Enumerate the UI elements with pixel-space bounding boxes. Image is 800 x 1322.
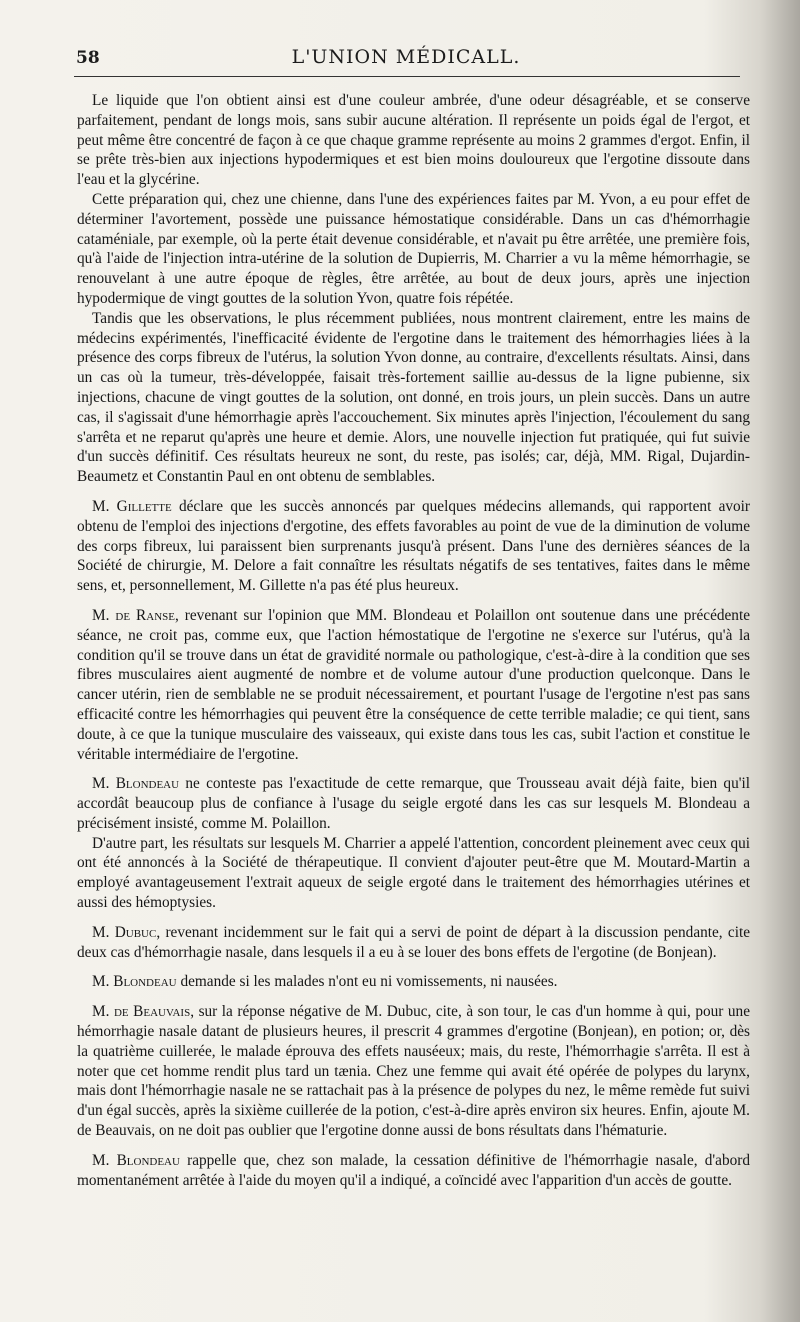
paragraph bbox=[77, 923, 750, 963]
paragraph-text: rappelle que, chez son malade, la cessation définitive de l'hémorrhagie nasale, d'abord momentanément arrêtée à l'aide du moyen qu'il a indiqué, a coïncidé avec l'apparition d'un accès de goutte. bbox=[77, 1151, 750, 1189]
paragraph-text: , revenant sur l'opinion que MM. Blondeau et Polaillon ont soutenue dans une précédente séance, ne croit pas, comme eux, que l'action hémostatique de l'ergotine ne s'exerce sur l'utérus, qu'à la condition qu'il se trouve dans un état de gravidité normale ou pathologique, c'est-à-dire à la condition que ses fibres musculaires aient augmenté de nombre et de volume autour d'une production quelconque. Dans le cancer utérin, rien de semblable ne se produit nécessairement, et pourtant l'usage de l'ergotine n'est pas sans efficacité contre les hémorrhagies qui peuvent être la conséquence de cette terrible maladie; ce qui tient, sans doute, à ce que la tunique musculaire des vaisseaux, qui existe dans tous les cas, subit l'action et constitue le véritable intermédiaire de l'ergotine. bbox=[77, 606, 750, 763]
paragraph-text: , revenant incidemment sur le fait qui a servi de point de départ à la discussion pendante, cite deux cas d'hémorrhagie nasale, dans lesquels il a eu à se louer des bons effets de l'ergotine (de Bonjean). bbox=[77, 923, 750, 961]
paragraph bbox=[77, 497, 750, 596]
speaker-name: M. Blondeau bbox=[92, 775, 180, 793]
paragraph bbox=[77, 1151, 750, 1191]
paragraph-text: Le liquide que l'on obtient ainsi est d'une couleur ambrée, d'une odeur désagréable, et se conserve parfaitement, pendant de longs mois, sans subir aucune altération. Il représente un poids égal de l'ergot, et peut même être concentré de façon à ce que chaque gramme représente au moins 2 grammes d'ergot. Enfin, il se prête très-bien aux injections hypodermiques et est bien moins douloureux que l'ergotine dissoute dans l'eau et la glycérine. bbox=[77, 92, 750, 189]
running-title: L'UNION MÉDICALL. bbox=[291, 46, 521, 68]
paragraph-text: déclare que les succès annoncés par quelques médecins allemands, qui rapportent avoir obtenu de l'emploi des injections d'ergotine, des effets favorables au point de vue de la diminution de volume des corps fibreux, lui paraissent bien surprenants jusqu'à présent. Dans l'une des dernières séances de la Société de chirurgie, M. Delore a fait connaître les résultats négatifs de ses tentatives, faites dans le même sens, et, personnellement, M. Gillette n'a pas été plus heureux. bbox=[77, 497, 751, 595]
paragraph-text: D'autre part, les résultats sur lesquels M. Charrier a appelé l'attention, concordent pleinement avec ceux qui ont été annoncés à la Société de thérapeutique. Il convient d'ajouter peut-être que M. Moutard-Martin a employé avantageusement l'extrait aqueux de seigle ergoté dans le traitement des hémorrhagies utérines et aussi des hémoptysies. bbox=[77, 834, 750, 912]
page-header bbox=[72, 46, 740, 74]
paragraph-text: Tandis que les observations, le plus récemment publiées, nous montrent clairement, entre les mains de médecins expérimentés, l'inefficacité évidente de l'ergotine dans le traitement des hémorrhagies liées à la présence des corps fibreux de l'utérus, la solution Yvon donne, au contraire, d'excellents résultats. Ainsi, dans un cas où la tumeur, très-développée, faisait très-fortement saillie au-dessus de la ligne pubienne, six injections, chacune de vingt gouttes de la solution, ont donné, en trois jours, un plein succès. Dans un autre cas, il s'agissait d'une hémorrhagie après l'accouchement. Six minutes après l'injection, l'écoulement du sang s'arrêta et ne reparut qu'après une heure et demie. Alors, une nouvelle injection fut pratiquée, qui fut suivie d'un succès définitif. Ces résultats heureux ne sont, du reste, pas isolés; car, déjà, MM. Rigal, Dujardin-Beaumetz et Constantin Paul en ont obtenu de semblables. bbox=[77, 309, 750, 486]
paragraph bbox=[77, 91, 750, 190]
paragraph-text: ne conteste pas l'exactitude de cette remarque, que Trousseau avait déjà faite, bien qu'il accordât beaucoup plus de confiance à l'usage du seigle ergoté dans les cas sur lesquels M. Blondeau a précisément insisté, comme M. Polaillon. bbox=[77, 775, 750, 832]
paragraph bbox=[77, 972, 750, 992]
speaker-name: M. Blondeau bbox=[92, 1151, 180, 1169]
speaker-name: M. Dubuc bbox=[92, 923, 157, 941]
speaker-name: M. Gillette bbox=[92, 497, 172, 515]
page-number: 58 bbox=[76, 48, 100, 68]
paragraph bbox=[77, 606, 750, 764]
speaker-name: M. Blondeau bbox=[92, 973, 177, 991]
paragraph bbox=[77, 774, 750, 833]
paragraph bbox=[77, 1002, 750, 1141]
speaker-name: M. de Beauvais bbox=[92, 1003, 191, 1021]
body-text bbox=[77, 91, 750, 1190]
paragraph bbox=[77, 190, 750, 309]
paragraph-text: , sur la réponse négative de M. Dubuc, cite, à son tour, le cas d'un homme à qui, pour une hémorrhagie nasale datant de plusieurs heures, il prescrit 4 grammes d'ergotine (Bonjean), en potion; or, dès la quatrième cuillerée, le malade éprouva des effets nauséeux; mais, du reste, l'hémorrhagie s'arrêta. Il est à noter que cet homme rendit plus tard un tænia. Chez une femme qui avait été opérée de polypes du larynx, mais dont l'hémorrhagie nasale ne se rattachait pas à la présence de polypes du nez, le même remède fut suivi d'un égal succès, après la sixième cuillerée de la potion, c'est-à-dire après environ six heures. Enfin, ajoute M. de Beauvais, on ne doit pas oublier que l'ergotine donne aussi de bons résultats dans l'hématurie. bbox=[77, 1003, 750, 1140]
paragraph bbox=[77, 309, 750, 487]
paragraph bbox=[77, 834, 750, 913]
paragraph-text: demande si les malades n'ont eu ni vomissements, ni nausées. bbox=[176, 973, 558, 991]
speaker-name: M. de Ranse bbox=[92, 606, 175, 624]
paragraph-text: Cette préparation qui, chez une chienne, dans l'une des expériences faites par M. Yvon, a eu pour effet de déterminer l'avortement, possède une puissance hémostatique considérable. Dans un cas d'hémorrhagie cataméniale, par exemple, où la perte était devenue considérable, et n'avait pu être arrêtée, une première fois, qu'à l'aide de l'injection intra-utérine de la solution de Dupierris, M. Charrier a vu la même hémorrhagie, se renouvelant à une autre époque de règles, être arrêtée, au bout de deux jours, après une injection hypodermique de vingt gouttes de la solution Yvon, quatre fois répétée. bbox=[77, 190, 750, 307]
header-rule bbox=[74, 76, 740, 77]
